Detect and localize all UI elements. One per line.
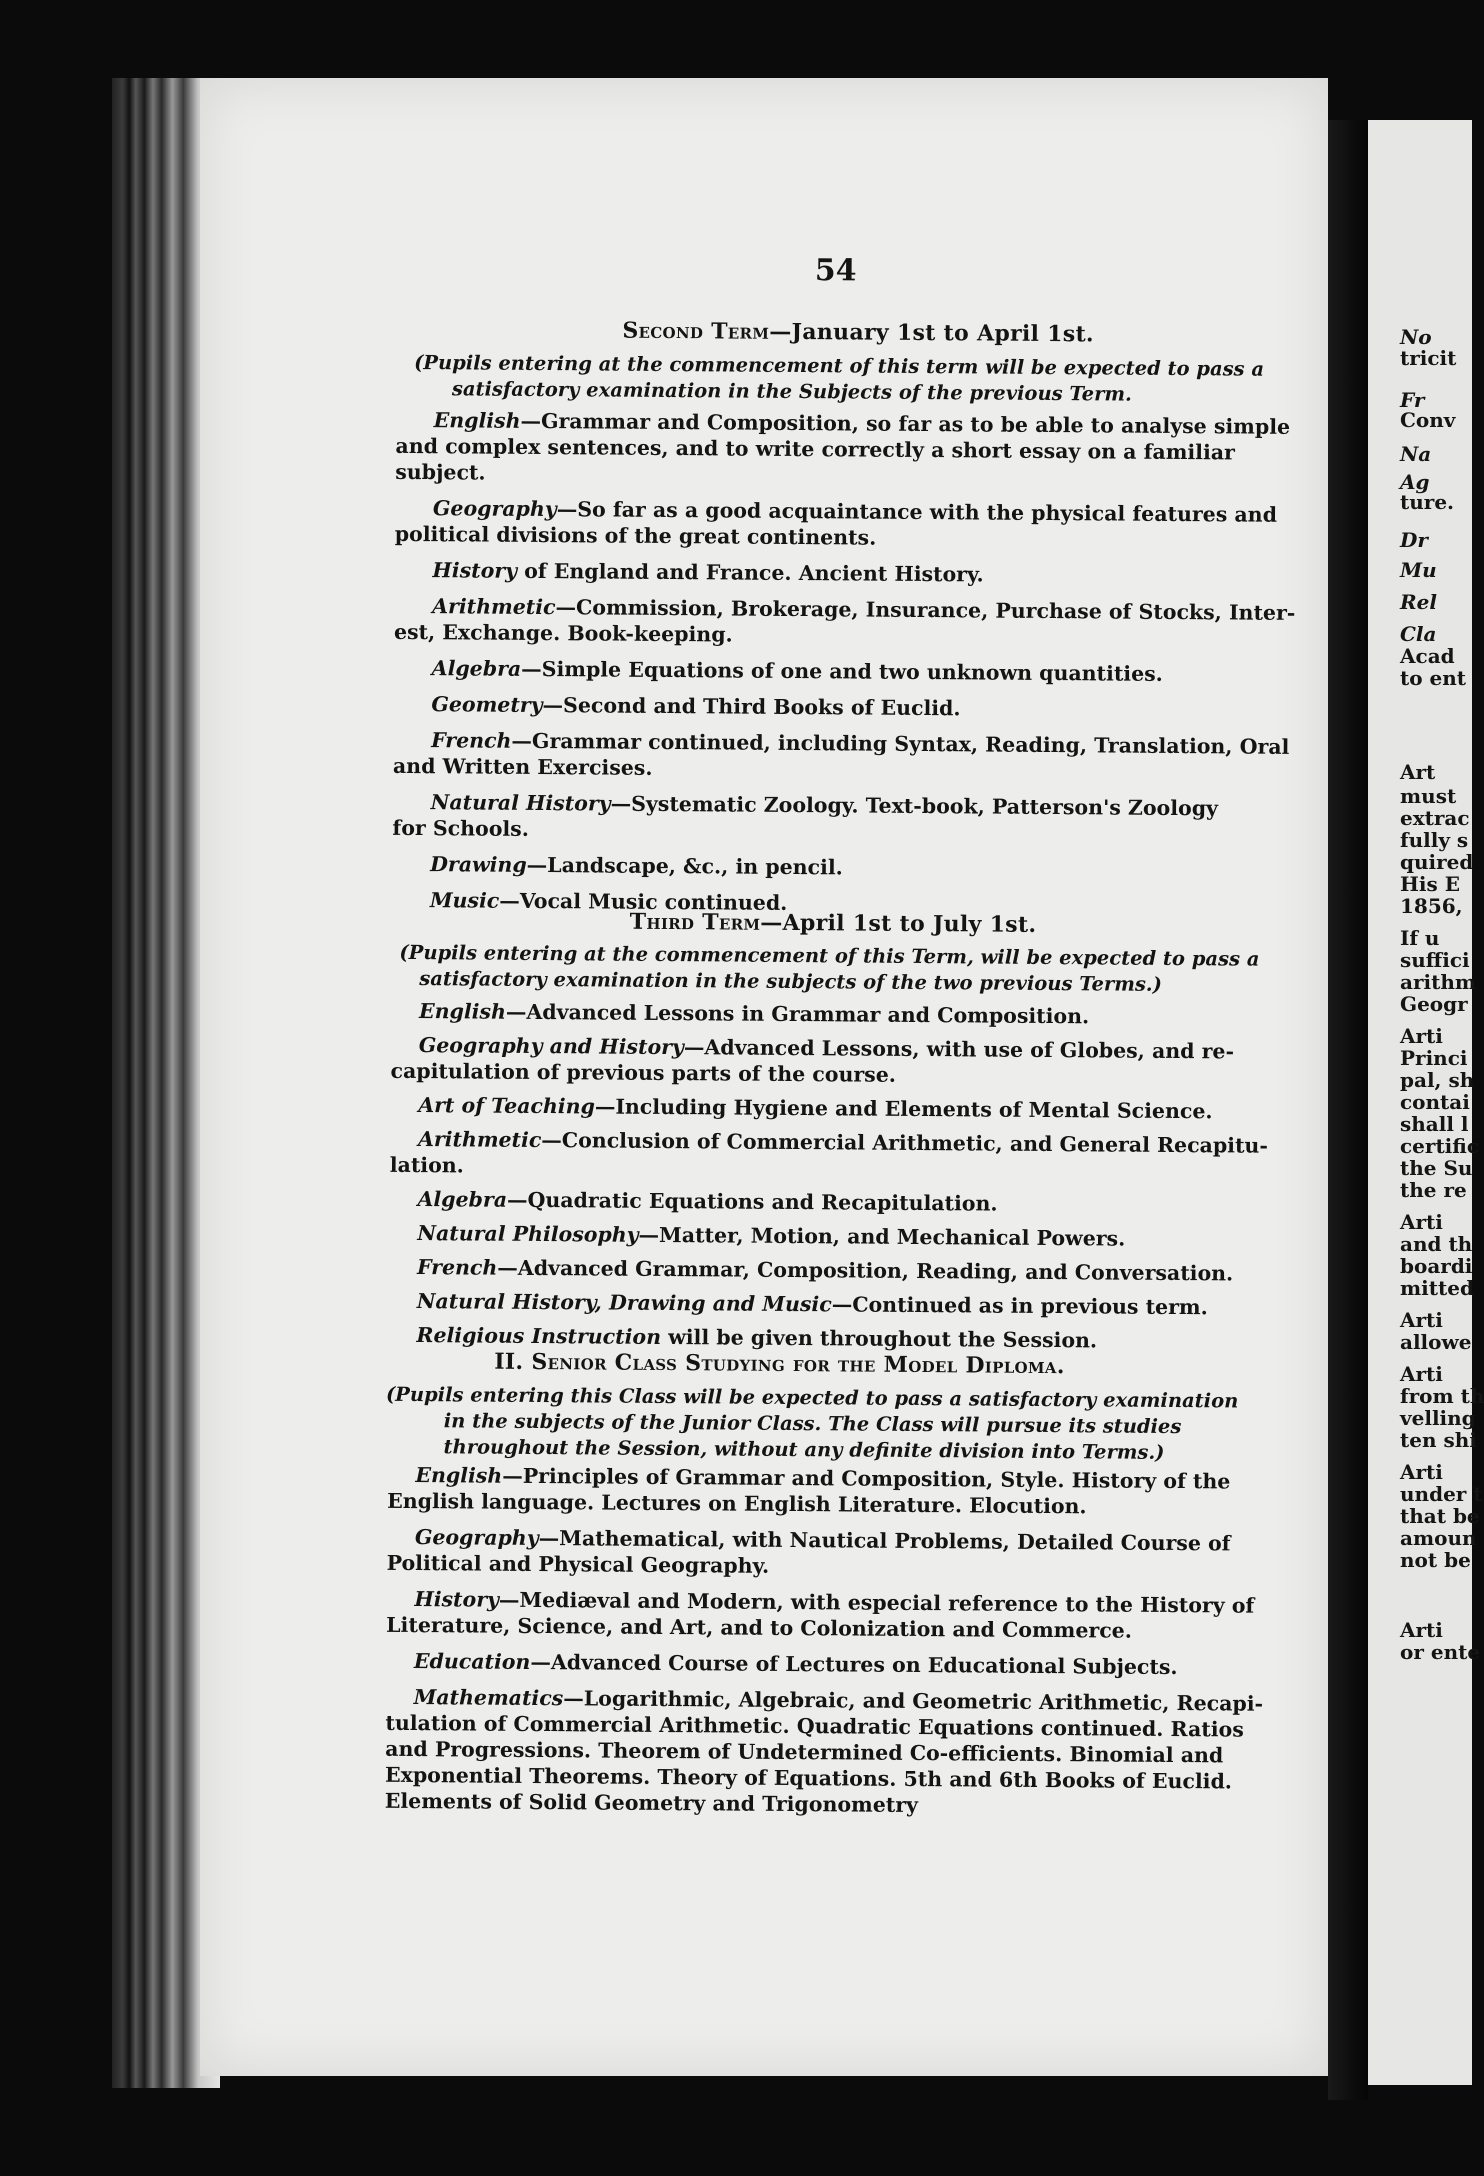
subject-text: —Systematic Zoology. Text-book, Patterson's Zoology [610,791,1219,821]
facing-page-fragment: that be [1400,1504,1480,1528]
subject-name: Algebra [417,1187,508,1212]
subject-name: Algebra [431,656,522,681]
facing-page-fragment: Acad [1400,644,1455,668]
subject-text: English language. Lectures on English Literature. Elocution. [387,1488,1087,1519]
subject-name: Art of Teaching [418,1093,595,1119]
subject-entry [394,495,1278,554]
facing-page-fragment: fully s [1400,828,1469,852]
subject-text: for Schools. [392,815,529,841]
facing-page-fragment: Mu [1400,558,1437,582]
facing-page-fragment: and th [1400,1232,1473,1256]
facing-page-fragment: from th [1400,1384,1484,1408]
subject-text: —Vocal Music continued. [499,888,788,915]
subject-text: will be given throughout the Session. [660,1324,1098,1353]
subject-text: Elements of Solid Geometry and Trigonometry [384,1788,919,1817]
facing-page-fragment: Arti [1400,1460,1443,1484]
subject-text: —Conclusion of Commercial Arithmetic, and General Recapitu- [541,1128,1268,1158]
senior-class-note: (Pupils entering this Class will be expected to pass a satisfactory examination in the subjects of the Junior Class. The Class will pursue its studies throughout the Session, without any definite division into Terms.) [385,1382,1239,1464]
subject-name: Arithmetic [432,594,556,620]
subject-name: Natural Philosophy [417,1221,639,1247]
facing-page-fragment: No [1400,325,1432,349]
facing-page-fragment: His E [1400,872,1460,896]
facing-page-fragment: or ente [1400,1640,1481,1664]
subject-text: —Matter, Motion, and Mechanical Powers. [638,1222,1126,1251]
facing-page-fragment: Na [1400,442,1432,466]
subject-text: of England and France. Ancient History. [516,558,984,587]
subject-text: —Advanced Grammar, Composition, Reading, and Conversation. [497,1255,1234,1286]
facing-page-fragment: certific [1400,1134,1479,1158]
subject-text: —Advanced Lessons in Grammar and Composition. [505,999,1090,1029]
subject-text: and complex sentences, and to write correctly a short essay on a familiar [395,433,1235,465]
adjacent-page-edge [1368,120,1484,2085]
subject-text: —Mediæval and Modern, with especial reference to the History of [498,1587,1255,1618]
subject-text: —Advanced Lessons, with use of Globes, and re- [683,1035,1235,1064]
facing-page-fragment: tricit [1400,346,1457,370]
subject-name: Natural History, Drawing and Music [416,1289,832,1317]
facing-page-fragment: quired [1400,850,1474,874]
facing-page-fragment: shall l [1400,1112,1469,1136]
subject-name: Music [429,888,500,913]
subject-entry [392,789,1222,848]
subject-text: —Quadratic Equations and Recapitulation. [506,1187,998,1216]
subject-text: —Grammar continued, including Syntax, Reading, Translation, Oral [511,728,1290,759]
subject-text: —Simple Equations of one and two unknown quantities. [521,656,1163,686]
facing-page-fragment: 1856, [1400,894,1463,918]
facing-page-fragment: contai [1400,1090,1470,1114]
facing-page-fragment: Arti [1400,1618,1443,1642]
subject-text: —Principles of Grammar and Composition, Style. History of the [502,1463,1231,1494]
third-term-heading: Third Term—April 1st to July 1st. [629,908,1037,938]
facing-page-fragment: pal, sh [1400,1068,1475,1092]
subject-name: English [418,999,507,1024]
subject-entry [390,1032,1235,1091]
subject-name: Arithmetic [417,1127,542,1153]
subject-entry [384,1684,1264,1821]
facing-page-fragment: Arti [1400,1210,1443,1234]
facing-page-fragment: Geogr [1400,992,1468,1016]
subject-text: —So far as a good acquaintance with the physical features and [556,497,1278,527]
subject-text: and Progressions. Theorem of Undetermined Co-efficients. Binomial and [385,1736,1224,1768]
subject-text: —Logarithmic, Algebraic, and Geometric Arithmetic, Recapi- [563,1686,1264,1716]
facing-page-fragment: allowe [1400,1330,1472,1354]
subject-text: —Grammar and Composition, so far as to be able to analyse simple [520,408,1291,439]
facing-page-fragment: under t [1400,1482,1483,1506]
subject-name: Geography [414,1525,539,1551]
subject-name: French [416,1255,498,1280]
subject-text: —Landscape, &c., in pencil. [526,852,843,880]
subject-text: Political and Physical Geography. [386,1550,770,1578]
facing-page-fragment: arithm [1400,970,1477,994]
facing-page-fragment: Arti [1400,1308,1443,1332]
subject-text: Exponential Theorems. Theory of Equations. 5th and 6th Books of Euclid. [384,1762,1233,1794]
facing-page-fragment: Cla [1400,622,1437,646]
facing-page-fragment: Arti [1400,1362,1443,1386]
subject-entry [386,1586,1255,1645]
facing-page-fragment: mitted [1400,1276,1474,1300]
subject-name: Religious Instruction [416,1323,662,1349]
facing-page-fragment: If u [1400,926,1440,950]
third-term-note: (Pupils entering at the commencement of this Term, will be expected to pass a satisfactory examination in the subjects of the two previous Terms.) [399,940,1260,996]
subject-text: capitulation of previous parts of the course. [390,1058,897,1087]
facing-page-fragment: Ag [1400,470,1430,494]
subject-text: —Advanced Course of Lectures on Educational Subjects. [530,1649,1178,1680]
second-term-note: (Pupils entering at the commencement of this term will be expected to pass a satisfactory examination in the Subjects of the previous Term. [414,350,1265,406]
subject-name: Mathematics [413,1685,564,1711]
subject-text: —Mathematical, with Nautical Problems, Detailed Course of [538,1526,1231,1556]
facing-page-fragment: ture. [1400,490,1455,514]
subject-name: History [432,558,518,583]
subject-text: and Written Exercises. [392,753,653,780]
subject-entry [387,1462,1231,1521]
facing-page-fragment: the Su [1400,1156,1473,1180]
facing-page-fragment: Arti [1400,1024,1443,1048]
facing-page-fragment: boardi [1400,1254,1473,1278]
subject-text: Literature, Science, and Art, and to Colonization and Commerce. [386,1612,1133,1643]
facing-page-fragment: amoun [1400,1526,1477,1550]
subject-name: Geography [432,496,557,522]
subject-name: History [414,1587,500,1612]
subject-text: —Second and Third Books of Euclid. [542,693,961,721]
subject-text: —Including Hygiene and Elements of Mental Science. [594,1094,1213,1124]
facing-page-fragment: suffici [1400,948,1470,972]
facing-page-fragment: to ent [1400,666,1467,690]
facing-page-fragment: not be [1400,1548,1471,1572]
subject-entry [389,1126,1268,1185]
subject-text: political divisions of the great continents. [394,521,877,550]
subject-entry [386,1524,1231,1583]
facing-page-fragment: Art [1400,760,1436,784]
subject-text: —Continued as in previous term. [831,1292,1208,1320]
subject-name: Education [413,1649,531,1674]
subject-name: Drawing [430,852,527,877]
subject-name: English [433,408,521,433]
facing-page-fragment: must [1400,784,1457,808]
facing-page-fragment: Fr [1400,388,1425,412]
facing-page-fragment: Princi [1400,1046,1468,1070]
subject-entry [395,407,1291,492]
subject-name: Geography and History [418,1033,684,1060]
facing-page-fragment: ten shi [1400,1428,1477,1452]
senior-class-heading: II. Senior Class Studying for the Model Diploma. [494,1348,1065,1380]
subject-entry [393,593,1296,652]
facing-page-fragment: Rel [1400,590,1437,614]
second-term-heading: Second Term—January 1st to April 1st. [622,317,1095,348]
subject-entry [392,727,1290,786]
subject-text: est, Exchange. Book-keeping. [393,619,733,647]
subject-text: tulation of Commercial Arithmetic. Quadratic Equations continued. Ratios [385,1710,1244,1742]
subject-name: English [415,1463,503,1488]
facing-page-fragment: velling [1400,1406,1476,1430]
subject-text: lation. [389,1152,464,1178]
facing-page-fragment: Conv [1400,408,1456,432]
subject-name: Natural History [430,790,611,816]
facing-page-fragment: Dr [1400,528,1428,552]
page-gutter [1328,120,1368,2100]
subject-text: —Commission, Brokerage, Insurance, Purchase of Stocks, Inter- [555,595,1296,625]
page-number: 54 [814,253,857,289]
subject-name: French [431,728,512,753]
subject-text: subject. [395,459,486,485]
subject-name: Geometry [431,692,543,718]
facing-page-fragment: the re [1400,1178,1467,1202]
facing-page-fragment: extrac [1400,806,1470,830]
